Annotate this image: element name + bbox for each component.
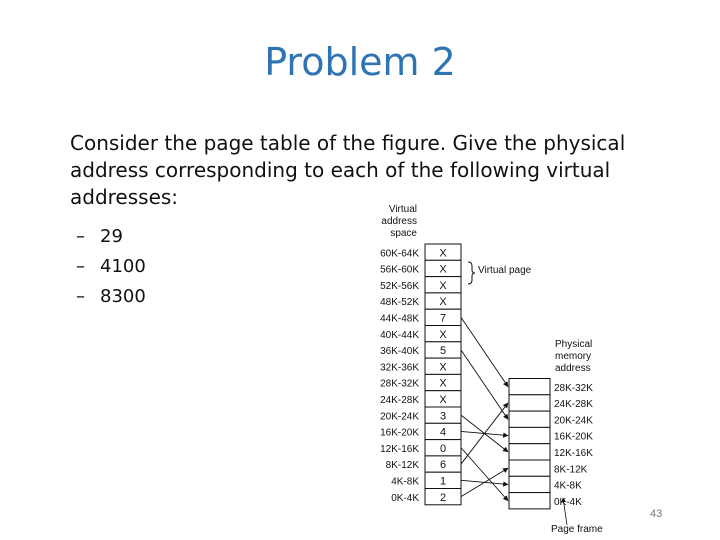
- virtual-range-label: 4K-8K: [391, 476, 419, 488]
- page-table-entry: 1: [439, 475, 447, 488]
- pas-header-line: address: [555, 363, 591, 374]
- virtual-range-label: 16K-20K: [380, 427, 419, 439]
- vas-header-line: space: [390, 228, 417, 239]
- slide-number: 43: [650, 508, 663, 520]
- mapping-arrow: [461, 350, 508, 419]
- physical-range-label: 16K-20K: [554, 431, 593, 443]
- bullet-dash: –: [76, 226, 85, 247]
- mapping-arrow: [461, 403, 508, 464]
- physical-frame-cell: [509, 427, 550, 443]
- virtual-range-label: 60K-64K: [380, 248, 419, 260]
- physical-range-label: 12K-16K: [554, 448, 593, 459]
- page-table-entry: X: [439, 296, 447, 309]
- bullet-dash: –: [76, 286, 85, 307]
- virtual-range-label: 20K-24K: [380, 411, 419, 423]
- page-table-figure: [355, 200, 625, 535]
- page-table-entry: X: [439, 361, 447, 374]
- page-table-entry: X: [439, 377, 447, 390]
- physical-frame-cell: [509, 460, 550, 476]
- address-item: [76, 252, 146, 282]
- page-table-entry: 2: [439, 491, 447, 504]
- physical-range-label: 0K-4K: [554, 496, 582, 508]
- vas-header-line: Virtual: [388, 204, 417, 215]
- page-table-entry: 5: [439, 345, 447, 358]
- physical-range-label: 28K-32K: [554, 382, 593, 394]
- physical-frame-cell: [509, 444, 550, 460]
- address-value: 4100: [100, 256, 146, 277]
- virtual-page-table: [380, 244, 461, 505]
- address-value: 8300: [100, 286, 146, 307]
- page-table-entry: 6: [439, 459, 447, 472]
- page-table-entry: X: [439, 263, 447, 276]
- virtual-page-label: Virtual page: [478, 265, 532, 276]
- mapping-arrows: [461, 317, 508, 500]
- address-value: 29: [100, 226, 123, 247]
- page-table-entry: X: [439, 279, 447, 292]
- virtual-range-label: 52K-56K: [380, 280, 419, 292]
- page-table-entry: 4: [439, 426, 447, 439]
- virtual-range-label: 48K-52K: [380, 297, 419, 309]
- page-table-entry: 3: [439, 410, 447, 423]
- page-table-entry: 7: [439, 312, 447, 325]
- physical-frame-cell: [509, 411, 550, 427]
- problem-statement: Consider the page table of the figure. Give the physical address corresponding to each of the following virtual addresses:: [70, 131, 626, 209]
- physical-frame-table: [509, 379, 593, 509]
- address-item: [76, 282, 146, 312]
- pas-header-line: Physical: [555, 339, 593, 350]
- page-table-entry: 0: [439, 442, 447, 455]
- virtual-range-label: 32K-36K: [380, 362, 419, 374]
- slide-title: Problem 2: [264, 40, 456, 84]
- physical-range-label: 24K-28K: [554, 399, 593, 411]
- vas-header-line: address: [381, 216, 417, 227]
- virtual-range-label: 0K-4K: [391, 492, 419, 504]
- physical-range-label: 4K-8K: [554, 480, 582, 492]
- virtual-range-label: 44K-48K: [380, 313, 419, 325]
- virtual-range-label: 12K-16K: [380, 443, 419, 455]
- physical-frame-cell: [509, 379, 550, 395]
- physical-frame-cell: [509, 476, 550, 492]
- mapping-arrow: [461, 317, 508, 386]
- page-table-entry: X: [439, 247, 447, 260]
- physical-range-label: 20K-24K: [554, 415, 593, 427]
- virtual-range-label: 8K-12K: [385, 460, 419, 472]
- physical-range-label: 8K-12K: [554, 464, 588, 476]
- virtual-range-label: 24K-28K: [380, 395, 419, 406]
- page-table-entry: X: [439, 328, 447, 341]
- page-frame-label: Page frame: [551, 524, 603, 535]
- page-table-entry: X: [439, 394, 447, 406]
- bullet-dash: –: [76, 256, 85, 277]
- virtual-range-label: 40K-44K: [380, 329, 419, 341]
- address-list: [76, 222, 146, 312]
- address-item: [76, 222, 146, 252]
- virtual-page-brace: [468, 262, 475, 284]
- virtual-range-label: 28K-32K: [380, 378, 419, 390]
- physical-frame-cell: [509, 395, 550, 411]
- virtual-range-label: 36K-40K: [380, 346, 419, 358]
- pas-header-line: memory: [555, 351, 592, 362]
- virtual-range-label: 56K-60K: [380, 264, 419, 276]
- physical-frame-cell: [509, 493, 550, 509]
